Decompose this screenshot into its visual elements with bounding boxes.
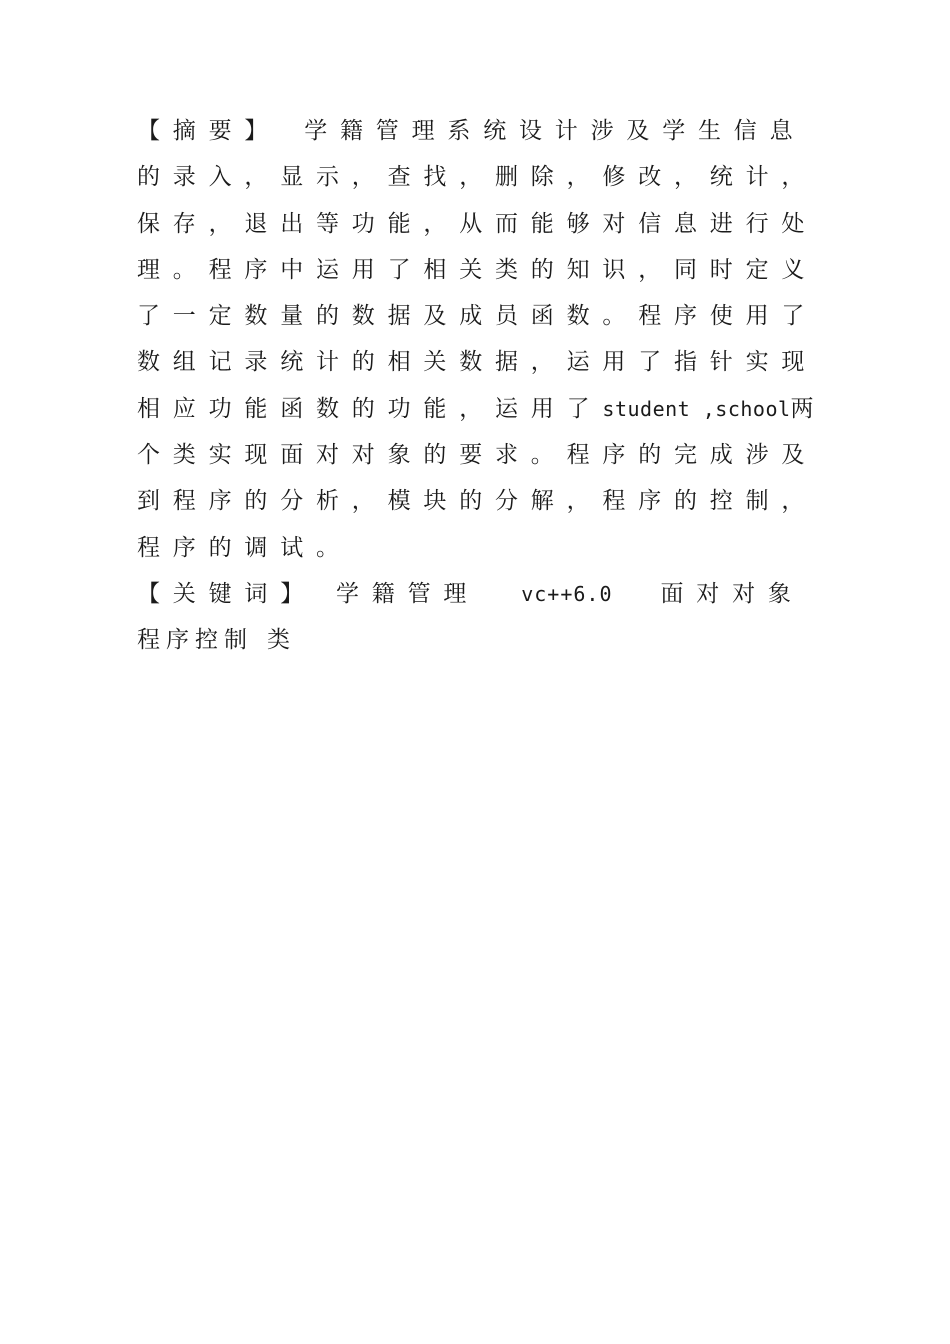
abstract-line-3: 保存，退出等功能，从而能够对信息进行处	[137, 210, 818, 237]
abstract-line-2: 的录入，显示，查找，删除，修改，统计，	[137, 164, 818, 191]
keywords-label: 【关键词】	[137, 580, 316, 607]
abstract-text: 学籍管理系统设计涉及学生信息	[304, 118, 806, 144]
abstract-line-10: 程序的调试。	[137, 534, 352, 561]
abstract-label: 【摘要】	[137, 118, 281, 144]
keywords-line-1	[137, 571, 827, 617]
abstract-line-8: 个类实现面对对象的要求。程序的完成涉及	[137, 442, 818, 469]
keyword-item: vc++6.0	[521, 581, 613, 606]
keyword-item: 程序控制	[137, 626, 253, 653]
keyword-item: 学籍管理	[336, 580, 480, 607]
abstract-section	[137, 108, 827, 663]
keyword-item: 类	[267, 626, 303, 653]
abstract-text: 两	[790, 395, 827, 422]
abstract-line-6: 数组记录统计的相关数据，运用了指针实现	[137, 349, 818, 376]
abstract-line-7	[137, 386, 827, 432]
abstract-line-9: 到程序的分析，模块的分解，程序的控制，	[137, 488, 818, 515]
keywords-line-2	[137, 617, 827, 663]
keyword-item: 面对对象	[660, 580, 804, 607]
abstract-text: 相应功能函数的功能，运用了	[137, 395, 603, 422]
abstract-line-4: 理。程序中运用了相关类的知识，同时定义	[137, 256, 818, 283]
class-names-code: student ,school	[602, 396, 791, 421]
abstract-line-5: 了一定数量的数据及成员函数。程序使用了	[137, 303, 818, 330]
abstract-line-1	[137, 108, 827, 154]
